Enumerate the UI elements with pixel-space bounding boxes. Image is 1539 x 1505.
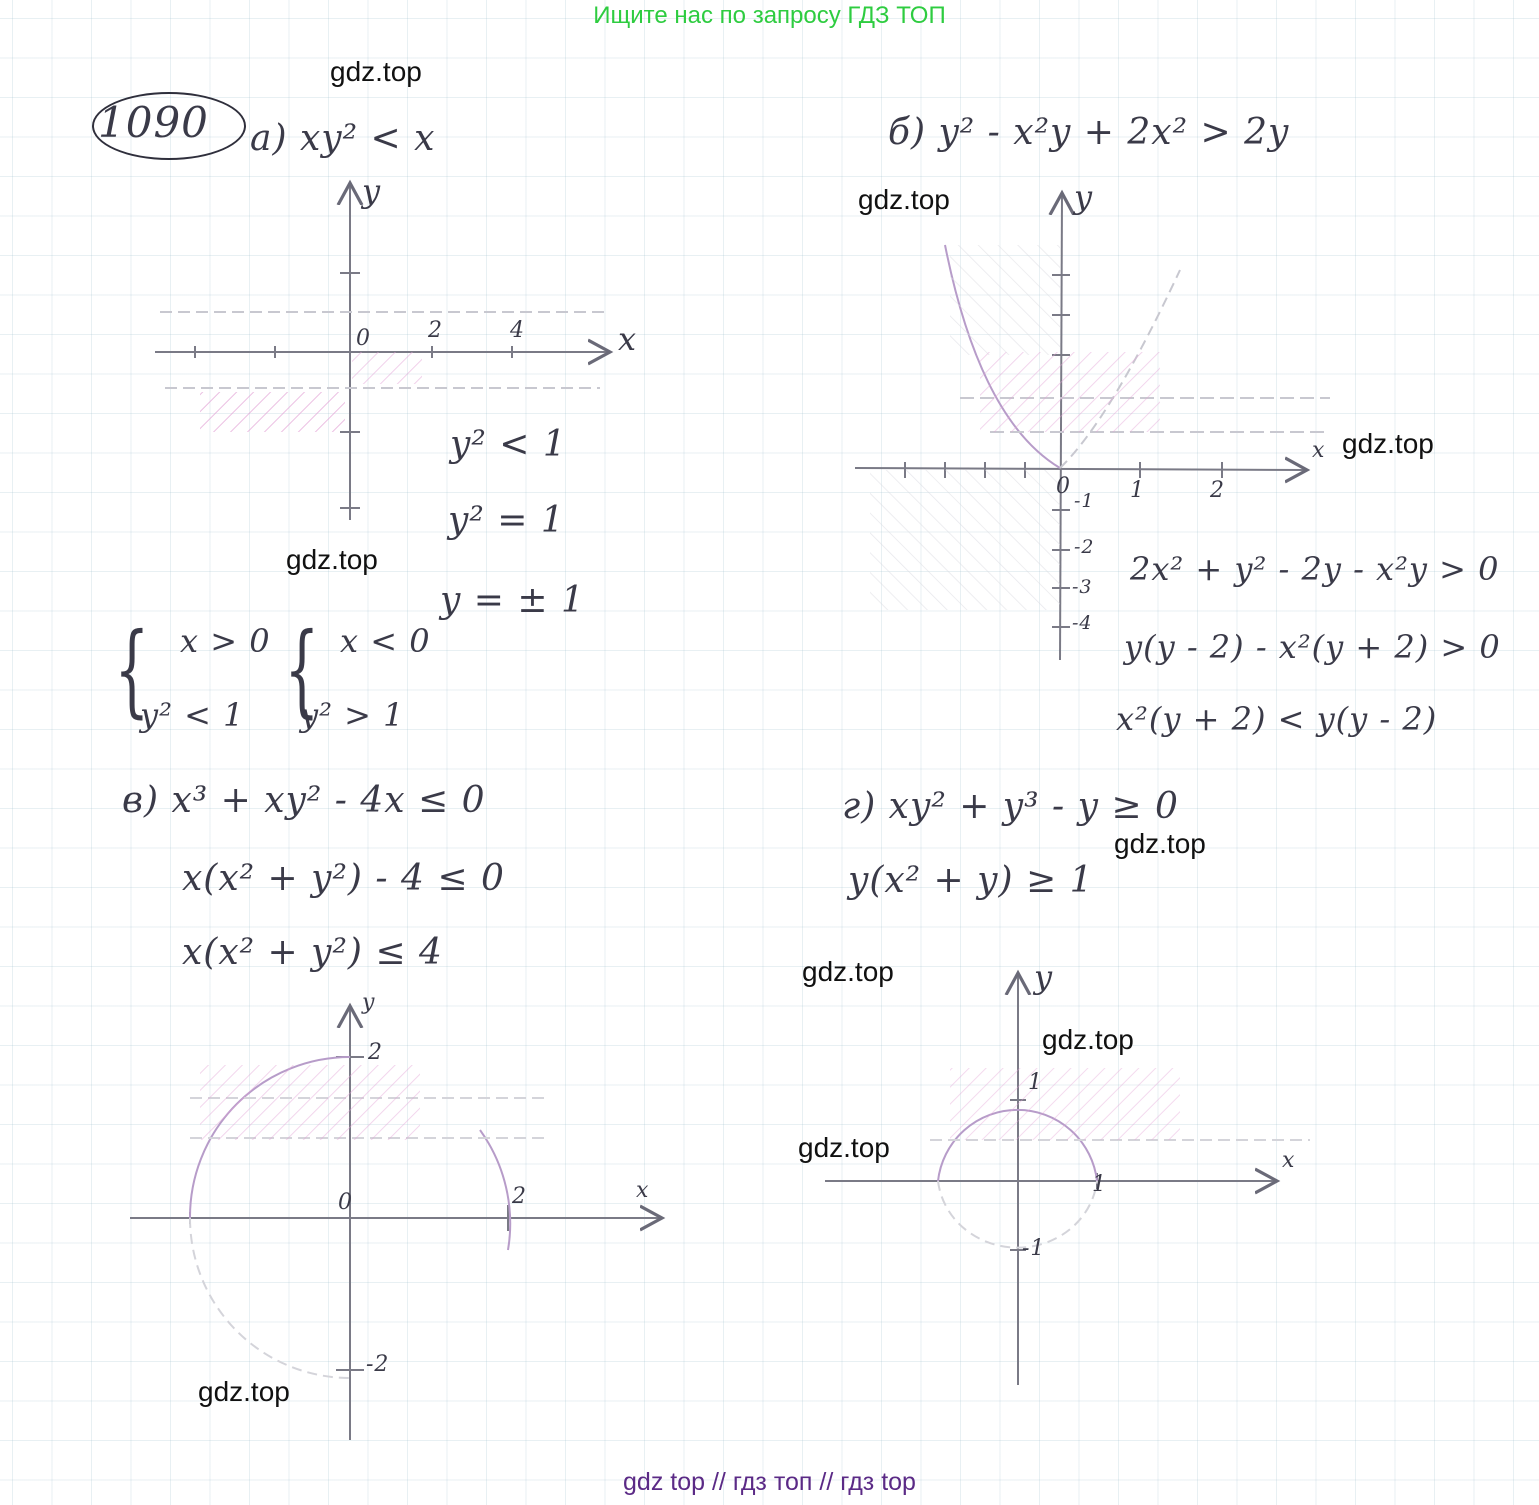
- graph-b-ytick-2: -2: [1074, 536, 1095, 558]
- part-b-statement: б) y² - x²y + 2x² > 2y: [888, 112, 1290, 153]
- watermark: gdz.top: [1042, 1024, 1134, 1055]
- part-v-statement: в) x³ + xy² - 4x ≤ 0: [122, 780, 486, 821]
- problem-number: 1090: [98, 98, 209, 147]
- watermark: gdz.top: [330, 56, 422, 87]
- part-v-step-1: x(x² + y²) - 4 ≤ 0: [182, 858, 505, 899]
- system2-brace: {: [284, 611, 320, 728]
- graph-b-tick-2: 2: [1210, 478, 1225, 503]
- part-g-step-1: y(x² + y) ≥ 1: [848, 860, 1094, 901]
- graph-v-origin: 0: [338, 1190, 353, 1215]
- watermark: gdz.top: [802, 956, 894, 987]
- graph-a-y-label: y: [362, 172, 382, 210]
- part-a-step-1: y² < 1: [450, 424, 567, 465]
- graph-a-tick-2: 2: [428, 318, 443, 343]
- graph-a-x-label: x: [618, 320, 638, 358]
- system2-line-2: y² > 1: [300, 696, 405, 734]
- graph-g-ym1: -1: [1022, 1236, 1046, 1261]
- watermark: gdz.top: [858, 184, 950, 215]
- part-a-statement: а) xy² < x: [250, 118, 436, 159]
- graph-v-y-label: y: [362, 990, 376, 1015]
- part-a-step-3: y = ± 1: [440, 580, 585, 621]
- system2-line-1: x < 0: [340, 622, 431, 660]
- watermark: gdz.top: [286, 544, 378, 575]
- graph-b-ytick-3: -3: [1072, 576, 1093, 598]
- system1-brace: {: [114, 611, 150, 728]
- graph-b-ytick-1: -1: [1074, 490, 1095, 512]
- part-b-step-1: 2x² + y² - 2y - x²y > 0: [1130, 550, 1500, 588]
- watermark: gdz.top: [1114, 828, 1206, 859]
- graph-g-x-label: x: [1282, 1148, 1296, 1173]
- watermark: gdz.top: [198, 1376, 290, 1407]
- system1-line-1: x > 0: [180, 622, 271, 660]
- graph-a-tick-0: 0: [356, 326, 371, 351]
- graph-g-y1: 1: [1028, 1070, 1043, 1095]
- search-banner: Ищите нас по запросу ГДЗ ТОП: [593, 2, 946, 29]
- graph-b-ytick-4: -4: [1072, 612, 1093, 634]
- part-b-step-3: x²(y + 2) < y(y - 2): [1116, 700, 1438, 738]
- graph-b-x-label: x: [1312, 438, 1326, 463]
- part-v-step-2: x(x² + y²) ≤ 4: [182, 932, 443, 973]
- watermark: gdz.top: [1342, 428, 1434, 459]
- graph-a-tick-4: 4: [510, 318, 525, 343]
- graph-v-y2: 2: [368, 1040, 383, 1065]
- graph-a: [155, 185, 610, 520]
- graph-b-tick-1: 1: [1130, 478, 1145, 503]
- part-a-step-2: y² = 1: [448, 500, 565, 541]
- graph-b-tick-0: 0: [1056, 474, 1071, 499]
- system1-line-2: y² < 1: [140, 696, 245, 734]
- graph-v-ym2: -2: [366, 1352, 390, 1377]
- graph-b-y-label: y: [1074, 178, 1094, 216]
- part-b-step-2: y(y - 2) - x²(y + 2) > 0: [1124, 628, 1501, 666]
- footer-links[interactable]: gdz top // гдз топ // гдз top: [623, 1468, 916, 1496]
- graph-v-x2: 2: [512, 1184, 527, 1209]
- graph-g-y-label: y: [1034, 958, 1054, 996]
- graph-v-x-label: x: [636, 1178, 650, 1203]
- graph-g-x1: 1: [1092, 1172, 1107, 1197]
- part-g-statement: г) xy² + y³ - y ≥ 0: [842, 786, 1179, 827]
- watermark: gdz.top: [798, 1132, 890, 1163]
